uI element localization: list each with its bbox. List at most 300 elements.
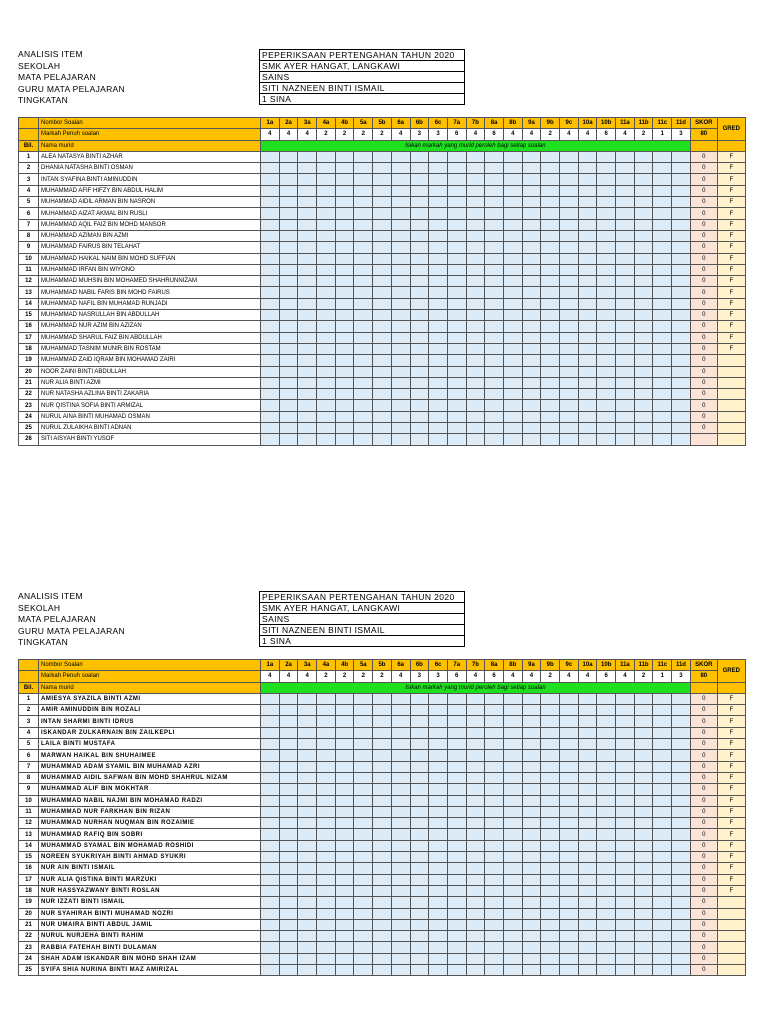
mark-input-cell[interactable] [391,705,410,716]
mark-input-cell[interactable] [391,965,410,976]
mark-input-cell[interactable] [447,761,466,772]
mark-input-cell[interactable] [298,253,317,264]
mark-input-cell[interactable] [261,423,280,434]
mark-input-cell[interactable] [335,897,354,908]
mark-input-cell[interactable] [503,885,522,896]
mark-input-cell[interactable] [653,953,672,964]
mark-input-cell[interactable] [616,298,635,309]
mark-input-cell[interactable] [447,942,466,953]
mark-input-cell[interactable] [429,163,448,174]
mark-input-cell[interactable] [261,310,280,321]
mark-input-cell[interactable] [335,242,354,253]
mark-input-cell[interactable] [317,885,336,896]
mark-input-cell[interactable] [503,919,522,930]
mark-input-cell[interactable] [616,219,635,230]
mark-input-cell[interactable] [616,185,635,196]
mark-input-cell[interactable] [447,806,466,817]
mark-input-cell[interactable] [578,423,597,434]
mark-input-cell[interactable] [503,784,522,795]
mark-input-cell[interactable] [485,298,504,309]
mark-input-cell[interactable] [578,727,597,738]
mark-input-cell[interactable] [634,366,653,377]
mark-input-cell[interactable] [634,310,653,321]
mark-input-cell[interactable] [354,840,373,851]
mark-input-cell[interactable] [672,264,691,275]
mark-input-cell[interactable] [391,208,410,219]
mark-input-cell[interactable] [373,298,392,309]
mark-input-cell[interactable] [560,908,579,919]
mark-input-cell[interactable] [429,219,448,230]
mark-input-cell[interactable] [672,840,691,851]
mark-input-cell[interactable] [541,197,560,208]
mark-input-cell[interactable] [279,772,298,783]
mark-input-cell[interactable] [616,863,635,874]
mark-input-cell[interactable] [578,705,597,716]
mark-input-cell[interactable] [653,852,672,863]
mark-input-cell[interactable] [279,739,298,750]
mark-input-cell[interactable] [653,931,672,942]
mark-input-cell[interactable] [485,434,504,445]
mark-input-cell[interactable] [447,355,466,366]
mark-input-cell[interactable] [410,942,429,953]
mark-input-cell[interactable] [429,366,448,377]
mark-input-cell[interactable] [335,931,354,942]
mark-input-cell[interactable] [391,885,410,896]
mark-input-cell[interactable] [560,919,579,930]
mark-input-cell[interactable] [522,208,541,219]
mark-input-cell[interactable] [578,874,597,885]
mark-input-cell[interactable] [429,750,448,761]
mark-input-cell[interactable] [317,197,336,208]
mark-input-cell[interactable] [616,761,635,772]
mark-input-cell[interactable] [503,852,522,863]
mark-input-cell[interactable] [560,423,579,434]
mark-input-cell[interactable] [391,953,410,964]
mark-input-cell[interactable] [279,411,298,422]
mark-input-cell[interactable] [485,208,504,219]
mark-input-cell[interactable] [597,863,616,874]
mark-input-cell[interactable] [410,276,429,287]
mark-input-cell[interactable] [541,377,560,388]
mark-input-cell[interactable] [634,253,653,264]
mark-input-cell[interactable] [279,840,298,851]
mark-input-cell[interactable] [261,174,280,185]
mark-input-cell[interactable] [354,355,373,366]
mark-input-cell[interactable] [597,739,616,750]
mark-input-cell[interactable] [522,343,541,354]
mark-input-cell[interactable] [391,332,410,343]
mark-input-cell[interactable] [373,863,392,874]
mark-input-cell[interactable] [354,242,373,253]
mark-input-cell[interactable] [373,242,392,253]
mark-input-cell[interactable] [298,727,317,738]
mark-input-cell[interactable] [616,253,635,264]
mark-input-cell[interactable] [466,400,485,411]
mark-input-cell[interactable] [597,818,616,829]
mark-input-cell[interactable] [616,321,635,332]
mark-input-cell[interactable] [616,377,635,388]
mark-input-cell[interactable] [541,287,560,298]
mark-input-cell[interactable] [354,761,373,772]
mark-input-cell[interactable] [317,366,336,377]
mark-input-cell[interactable] [653,389,672,400]
mark-input-cell[interactable] [560,795,579,806]
mark-input-cell[interactable] [485,942,504,953]
mark-input-cell[interactable] [373,840,392,851]
mark-input-cell[interactable] [522,852,541,863]
mark-input-cell[interactable] [447,253,466,264]
mark-input-cell[interactable] [261,795,280,806]
mark-input-cell[interactable] [261,772,280,783]
mark-input-cell[interactable] [578,242,597,253]
mark-input-cell[interactable] [373,942,392,953]
mark-input-cell[interactable] [541,784,560,795]
mark-input-cell[interactable] [261,321,280,332]
mark-input-cell[interactable] [354,298,373,309]
mark-input-cell[interactable] [466,795,485,806]
mark-input-cell[interactable] [335,908,354,919]
mark-input-cell[interactable] [335,366,354,377]
mark-input-cell[interactable] [410,897,429,908]
mark-input-cell[interactable] [354,885,373,896]
mark-input-cell[interactable] [597,885,616,896]
mark-input-cell[interactable] [317,784,336,795]
mark-input-cell[interactable] [616,242,635,253]
mark-input-cell[interactable] [485,693,504,704]
mark-input-cell[interactable] [298,919,317,930]
mark-input-cell[interactable] [466,863,485,874]
mark-input-cell[interactable] [335,434,354,445]
mark-input-cell[interactable] [335,716,354,727]
mark-input-cell[interactable] [485,772,504,783]
mark-input-cell[interactable] [335,230,354,241]
mark-input-cell[interactable] [261,965,280,976]
mark-input-cell[interactable] [578,287,597,298]
mark-input-cell[interactable] [447,242,466,253]
mark-input-cell[interactable] [466,434,485,445]
mark-input-cell[interactable] [503,310,522,321]
mark-input-cell[interactable] [634,242,653,253]
mark-input-cell[interactable] [429,434,448,445]
mark-input-cell[interactable] [503,965,522,976]
mark-input-cell[interactable] [298,174,317,185]
mark-input-cell[interactable] [522,919,541,930]
mark-input-cell[interactable] [672,750,691,761]
mark-input-cell[interactable] [410,321,429,332]
mark-input-cell[interactable] [653,829,672,840]
mark-input-cell[interactable] [335,953,354,964]
mark-input-cell[interactable] [560,840,579,851]
mark-input-cell[interactable] [653,806,672,817]
mark-input-cell[interactable] [447,965,466,976]
mark-input-cell[interactable] [410,693,429,704]
value-sekolah[interactable]: SMK AYER HANGAT, LANGKAWI [259,60,465,71]
mark-input-cell[interactable] [261,230,280,241]
mark-input-cell[interactable] [429,953,448,964]
mark-input-cell[interactable] [391,400,410,411]
mark-input-cell[interactable] [672,298,691,309]
value-sekolah[interactable]: SMK AYER HANGAT, LANGKAWI [259,602,465,613]
mark-input-cell[interactable] [447,400,466,411]
mark-input-cell[interactable] [391,298,410,309]
mark-input-cell[interactable] [373,208,392,219]
mark-input-cell[interactable] [522,705,541,716]
mark-input-cell[interactable] [354,163,373,174]
mark-input-cell[interactable] [447,332,466,343]
mark-input-cell[interactable] [279,806,298,817]
mark-input-cell[interactable] [298,423,317,434]
mark-input-cell[interactable] [541,411,560,422]
mark-input-cell[interactable] [578,739,597,750]
mark-input-cell[interactable] [485,389,504,400]
mark-input-cell[interactable] [391,772,410,783]
mark-input-cell[interactable] [429,727,448,738]
mark-input-cell[interactable] [597,750,616,761]
mark-input-cell[interactable] [317,965,336,976]
mark-input-cell[interactable] [410,885,429,896]
mark-input-cell[interactable] [541,852,560,863]
mark-input-cell[interactable] [578,185,597,196]
mark-input-cell[interactable] [335,885,354,896]
mark-input-cell[interactable] [317,321,336,332]
mark-input-cell[interactable] [466,219,485,230]
mark-input-cell[interactable] [354,400,373,411]
mark-input-cell[interactable] [541,761,560,772]
mark-input-cell[interactable] [616,208,635,219]
mark-input-cell[interactable] [354,772,373,783]
mark-input-cell[interactable] [317,389,336,400]
mark-input-cell[interactable] [298,264,317,275]
mark-input-cell[interactable] [335,219,354,230]
mark-input-cell[interactable] [279,355,298,366]
mark-input-cell[interactable] [653,818,672,829]
mark-input-cell[interactable] [373,818,392,829]
mark-input-cell[interactable] [560,366,579,377]
mark-input-cell[interactable] [466,343,485,354]
mark-input-cell[interactable] [503,163,522,174]
mark-input-cell[interactable] [466,377,485,388]
mark-input-cell[interactable] [354,693,373,704]
mark-input-cell[interactable] [429,863,448,874]
mark-input-cell[interactable] [578,310,597,321]
mark-input-cell[interactable] [560,784,579,795]
mark-input-cell[interactable] [261,264,280,275]
mark-input-cell[interactable] [653,343,672,354]
mark-input-cell[interactable] [335,739,354,750]
mark-input-cell[interactable] [429,942,448,953]
mark-input-cell[interactable] [560,885,579,896]
mark-input-cell[interactable] [429,197,448,208]
mark-input-cell[interactable] [616,264,635,275]
mark-input-cell[interactable] [261,163,280,174]
mark-input-cell[interactable] [317,931,336,942]
mark-input-cell[interactable] [447,705,466,716]
mark-input-cell[interactable] [373,174,392,185]
mark-input-cell[interactable] [447,434,466,445]
mark-input-cell[interactable] [279,434,298,445]
mark-input-cell[interactable] [466,208,485,219]
mark-input-cell[interactable] [522,423,541,434]
mark-input-cell[interactable] [410,219,429,230]
mark-input-cell[interactable] [653,423,672,434]
mark-input-cell[interactable] [653,434,672,445]
mark-input-cell[interactable] [261,818,280,829]
mark-input-cell[interactable] [447,219,466,230]
mark-input-cell[interactable] [261,389,280,400]
mark-input-cell[interactable] [522,931,541,942]
mark-input-cell[interactable] [653,174,672,185]
mark-input-cell[interactable] [597,716,616,727]
mark-input-cell[interactable] [597,784,616,795]
mark-input-cell[interactable] [261,784,280,795]
mark-input-cell[interactable] [335,919,354,930]
mark-input-cell[interactable] [653,885,672,896]
mark-input-cell[interactable] [354,784,373,795]
mark-input-cell[interactable] [653,185,672,196]
mark-input-cell[interactable] [354,423,373,434]
mark-input-cell[interactable] [485,400,504,411]
mark-input-cell[interactable] [672,716,691,727]
mark-input-cell[interactable] [429,400,448,411]
mark-input-cell[interactable] [261,908,280,919]
mark-input-cell[interactable] [354,253,373,264]
mark-input-cell[interactable] [616,739,635,750]
mark-input-cell[interactable] [447,931,466,942]
mark-input-cell[interactable] [298,197,317,208]
mark-input-cell[interactable] [317,840,336,851]
mark-input-cell[interactable] [391,919,410,930]
mark-input-cell[interactable] [279,693,298,704]
mark-input-cell[interactable] [279,287,298,298]
mark-input-cell[interactable] [485,840,504,851]
mark-input-cell[interactable] [317,693,336,704]
mark-input-cell[interactable] [653,761,672,772]
mark-input-cell[interactable] [503,355,522,366]
mark-input-cell[interactable] [616,276,635,287]
mark-input-cell[interactable] [279,230,298,241]
mark-input-cell[interactable] [410,829,429,840]
mark-input-cell[interactable] [578,208,597,219]
mark-input-cell[interactable] [317,795,336,806]
mark-input-cell[interactable] [447,208,466,219]
mark-input-cell[interactable] [298,942,317,953]
mark-input-cell[interactable] [354,852,373,863]
mark-input-cell[interactable] [466,727,485,738]
mark-input-cell[interactable] [485,276,504,287]
mark-input-cell[interactable] [560,310,579,321]
mark-input-cell[interactable] [447,423,466,434]
mark-input-cell[interactable] [578,298,597,309]
mark-input-cell[interactable] [541,897,560,908]
mark-input-cell[interactable] [335,942,354,953]
mark-input-cell[interactable] [578,693,597,704]
mark-input-cell[interactable] [522,840,541,851]
mark-input-cell[interactable] [354,287,373,298]
mark-input-cell[interactable] [261,829,280,840]
mark-input-cell[interactable] [578,219,597,230]
mark-input-cell[interactable] [354,219,373,230]
mark-input-cell[interactable] [335,784,354,795]
mark-input-cell[interactable] [279,264,298,275]
mark-input-cell[interactable] [560,230,579,241]
mark-input-cell[interactable] [410,366,429,377]
mark-input-cell[interactable] [391,197,410,208]
mark-input-cell[interactable] [653,242,672,253]
mark-input-cell[interactable] [485,287,504,298]
mark-input-cell[interactable] [653,287,672,298]
mark-input-cell[interactable] [410,355,429,366]
mark-input-cell[interactable] [541,693,560,704]
mark-input-cell[interactable] [672,852,691,863]
mark-input-cell[interactable] [522,197,541,208]
mark-input-cell[interactable] [410,230,429,241]
mark-input-cell[interactable] [410,332,429,343]
mark-input-cell[interactable] [597,174,616,185]
mark-input-cell[interactable] [634,423,653,434]
mark-input-cell[interactable] [410,716,429,727]
mark-input-cell[interactable] [410,772,429,783]
mark-input-cell[interactable] [466,874,485,885]
mark-input-cell[interactable] [410,434,429,445]
mark-input-cell[interactable] [560,942,579,953]
mark-input-cell[interactable] [560,264,579,275]
mark-input-cell[interactable] [616,197,635,208]
mark-input-cell[interactable] [634,795,653,806]
mark-input-cell[interactable] [373,366,392,377]
mark-input-cell[interactable] [410,400,429,411]
mark-input-cell[interactable] [634,761,653,772]
mark-input-cell[interactable] [672,727,691,738]
mark-input-cell[interactable] [522,321,541,332]
mark-input-cell[interactable] [373,332,392,343]
mark-input-cell[interactable] [261,411,280,422]
mark-input-cell[interactable] [672,366,691,377]
mark-input-cell[interactable] [391,795,410,806]
mark-input-cell[interactable] [317,411,336,422]
mark-input-cell[interactable] [634,806,653,817]
mark-input-cell[interactable] [578,772,597,783]
mark-input-cell[interactable] [541,230,560,241]
mark-input-cell[interactable] [391,897,410,908]
mark-input-cell[interactable] [354,716,373,727]
mark-input-cell[interactable] [597,355,616,366]
mark-input-cell[interactable] [578,897,597,908]
mark-input-cell[interactable] [503,264,522,275]
mark-input-cell[interactable] [354,276,373,287]
mark-input-cell[interactable] [616,174,635,185]
mark-input-cell[interactable] [298,795,317,806]
mark-input-cell[interactable] [578,377,597,388]
mark-input-cell[interactable] [672,806,691,817]
mark-input-cell[interactable] [261,287,280,298]
mark-input-cell[interactable] [653,897,672,908]
mark-input-cell[interactable] [485,230,504,241]
mark-input-cell[interactable] [578,908,597,919]
mark-input-cell[interactable] [391,287,410,298]
mark-input-cell[interactable] [672,919,691,930]
mark-input-cell[interactable] [279,716,298,727]
mark-input-cell[interactable] [391,942,410,953]
mark-input-cell[interactable] [503,298,522,309]
mark-input-cell[interactable] [279,818,298,829]
mark-input-cell[interactable] [578,355,597,366]
mark-input-cell[interactable] [597,366,616,377]
mark-input-cell[interactable] [466,818,485,829]
mark-input-cell[interactable] [578,332,597,343]
mark-input-cell[interactable] [354,197,373,208]
mark-input-cell[interactable] [298,818,317,829]
mark-input-cell[interactable] [578,931,597,942]
